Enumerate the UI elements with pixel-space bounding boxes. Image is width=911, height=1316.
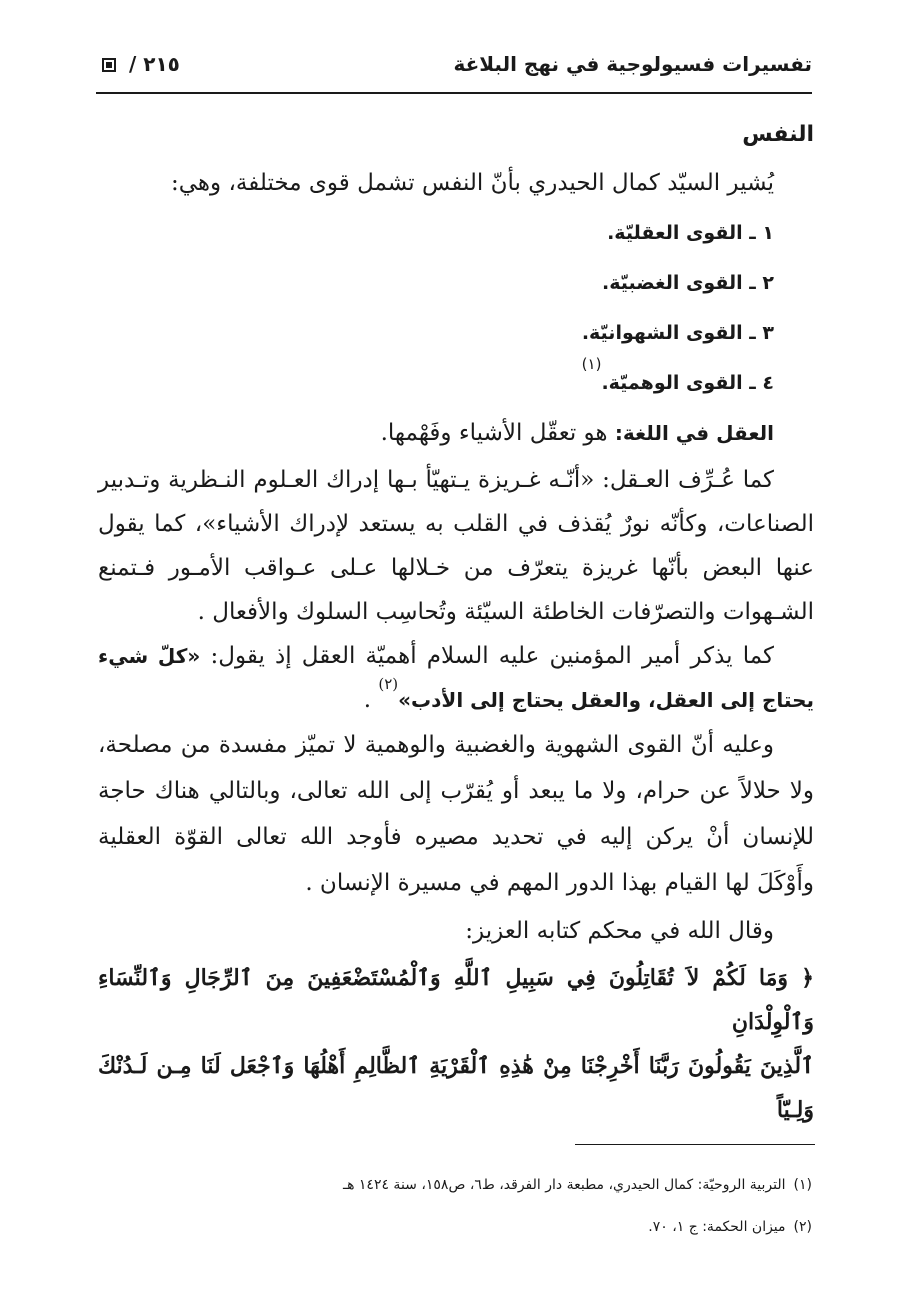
list-item-4-text: ٤ ـ القوى الوهميّة.: [601, 372, 774, 394]
list-item-4: [98, 355, 814, 408]
footnote-divider: [575, 1144, 815, 1145]
page-number: ٢١٥: [143, 52, 180, 76]
paragraph-2: [98, 634, 814, 722]
definition-paragraph: [98, 408, 814, 458]
header-title: تفسيرات فسيولوجية في نهج البلاغة: [453, 52, 812, 76]
footnote-2-text: ميزان الحكمة: ج ١، ٧٠.: [648, 1219, 786, 1235]
intro-paragraph: يُشير السيّد كمال الحيدري بأنّ النفس تشمل قوى مختلفة، وهي:: [171, 170, 774, 196]
paragraph-2-prefix: كما يذكر أمير المؤمنين عليه السلام أهميّة العقل إذ يقول:: [200, 643, 774, 669]
footnote-ref-2: (٢): [378, 675, 399, 693]
main-text: [98, 112, 814, 1132]
paragraph-1: كما عُـرِّف العـقل: «أنّـه غـريزة يـتهيّأ بـها إدراك العـلوم النـظرية وتـدبير الصناعات، وكأنّه نورٌ يُقذف في القلب به يستعد لإدراك الأشياء»، كما يقول عنها البعض بأنّها غريزة يتعرّف من خـلالها عـلى عـواقب الأمـور فـتمنع الشـهوات والتصرّفات الخاطئة السيّئة وتُحاسِب السلوك والأفعال .: [98, 467, 814, 625]
header-divider: [96, 92, 812, 94]
running-header: [96, 48, 812, 88]
paragraph-2-suffix: .: [363, 687, 379, 713]
header-separator: /: [128, 52, 137, 76]
paragraph-3: وعليه أنّ القوى الشهوية والغضبية والوهمية لا تميّز مفسدة من مصلحة، ولا حلالاً عن حرام، ولا ما يبعد أو يُقرّب إلى الله تعالى، وبالتالي هناك حاجة للإنسان أنْ يركن إليه في تحديد مصيره فأوجد الله تعالى القوّة العقلية وأَوْكَلَ لها القيام بهذا الدور المهم في مسيرة الإنسان .: [98, 732, 814, 896]
quran-verse-line-1: ﴿ وَمَا لَكُمْ لاَ تُقَاتِلُونَ فِي سَبِيلِ ٱللَّهِ وَٱلْمُسْتَضْعَفِينَ مِنَ ٱلرِّجَالِ وَٱلنِّسَاءِ وَٱلْوِلْدَانِ: [98, 965, 814, 1035]
list-item-3: ٣ ـ القوى الشهوانيّة.: [581, 322, 774, 344]
footnotes: [96, 1164, 812, 1248]
footnote-2: [96, 1206, 812, 1248]
list-item-1: ١ ـ القوى العقليّة.: [607, 222, 774, 244]
quran-verse-line-2: ٱلَّذِينَ يَقُولُونَ رَبَّنَا أَخْرِجْنَا مِنْ هَٰذِهِ ٱلْقَرْيَةِ ٱلظَّالِمِ أَهْلُهَا وَٱجْعَل لَنَا مِـن لَـدُنْكَ وَلِـيّاً: [98, 1053, 814, 1123]
header-page-number: [96, 52, 180, 76]
footnote-1: [96, 1164, 812, 1206]
list-item-2: ٢ ـ القوى الغضبيّة.: [602, 272, 774, 294]
footnote-1-number: (١): [793, 1177, 812, 1193]
paragraph-4: وقال الله في محكم كتابه العزيز:: [465, 918, 774, 944]
footnote-2-number: (٢): [793, 1219, 812, 1235]
imam-quote: «كلّ شيء يحتاج إلى العقل، والعقل يحتاج إلى الأدب»: [98, 644, 814, 712]
section-heading: النفس: [742, 122, 814, 147]
definition-label: العقل في اللغة:: [614, 421, 774, 445]
footnote-ref-1: (١): [581, 355, 602, 373]
square-ornament-icon: [102, 58, 116, 72]
footnote-1-text: التربية الروحيّة: كمال الحيدري، مطبعة دار الفرقد، ط٦، ص١٥٨، سنة ١٤٢٤ هـ: [342, 1177, 786, 1193]
definition-text: هو تعقّل الأشياء وفَهْمها.: [380, 420, 615, 446]
